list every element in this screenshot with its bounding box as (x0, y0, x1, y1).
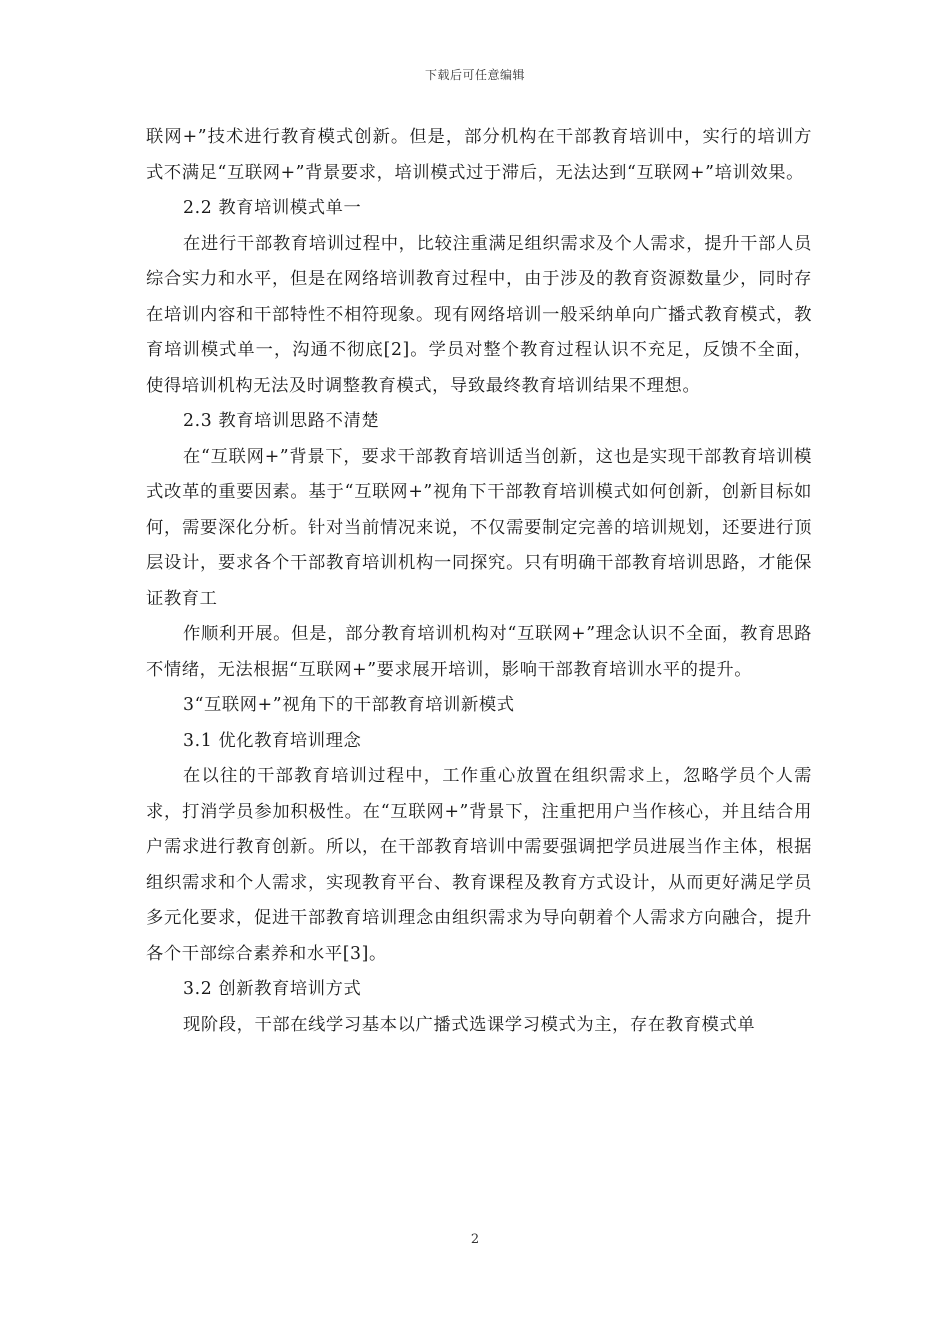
page-header: 下载后可任意编辑 (424, 68, 525, 82)
paragraph: 在以往的干部教育培训过程中，工作重心放置在组织需求上，忽略学员个人需求，打消学员参加积极性。在“互联网+”背景下，注重把用户当作核心，并且结合用户需求进行教育创新。所以，在干部教育培训中需要强调把学员进展当作主体，根据组织需求和个人需求，实现教育平台、教育课程及教育方式设计，从而更好满足学员多元化要求，促进干部教育培训理念由组织需求为导向朝着个人需求方向融合，提升各个干部综合素养和水平[3]。 (146, 766, 812, 964)
section-heading: 2.2 教育培训模式单一 (183, 198, 362, 218)
section-heading: 3.2 创新教育培训方式 (183, 979, 362, 999)
section-heading: 2.3 教育培训思路不清楚 (183, 411, 380, 431)
paragraph: 联网+”技术进行教育模式创新。但是，部分机构在干部教育培训中，实行的培训方式不满足“互联网+”背景要求，培训模式过于滞后，无法达到“互联网+”培训效果。 (146, 127, 812, 183)
document-body (146, 120, 812, 1043)
paragraph: 现阶段，干部在线学习基本以广播式选课学习模式为主，存在教育模式单 (183, 1014, 756, 1035)
paragraph: 在“互联网+”背景下，要求干部教育培训适当创新，这也是实现干部教育培训模式改革的重要因素。基于“互联网+”视角下干部教育培训模式如何创新，创新目标如何，需要深化分析。针对当前情况来说，不仅需要制定完善的培训规划，还要进行顶层设计，要求各个干部教育培训机构一同探究。只有明确干部教育培训思路，才能保证教育工 (146, 446, 812, 609)
section-heading: 3.1 优化教育培训理念 (183, 730, 362, 751)
page-number: 2 (470, 1232, 480, 1247)
paragraph: 在进行干部教育培训过程中，比较注重满足组织需求及个人需求，提升干部人员综合实力和水平，但是在网络培训教育过程中，由于涉及的教育资源数量少，同时存在培训内容和干部特性不相符现象。现有网络培训一般采纳单向广播式教育模式，教育培训模式单一，沟通不彻底[2]。学员对整个教育过程认识不充足，反馈不全面，使得培训机构无法及时调整教育模式，导致最终教育培训结果不理想。 (146, 233, 812, 396)
section-heading: 3“互联网+”视角下的干部教育培训新模式 (183, 695, 515, 715)
paragraph: 作顺利开展。但是，部分教育培训机构对“互联网+”理念认识不全面，教育思路不情绪，无法根据“互联网+”要求展开培训，影响干部教育培训水平的提升。 (146, 624, 812, 680)
